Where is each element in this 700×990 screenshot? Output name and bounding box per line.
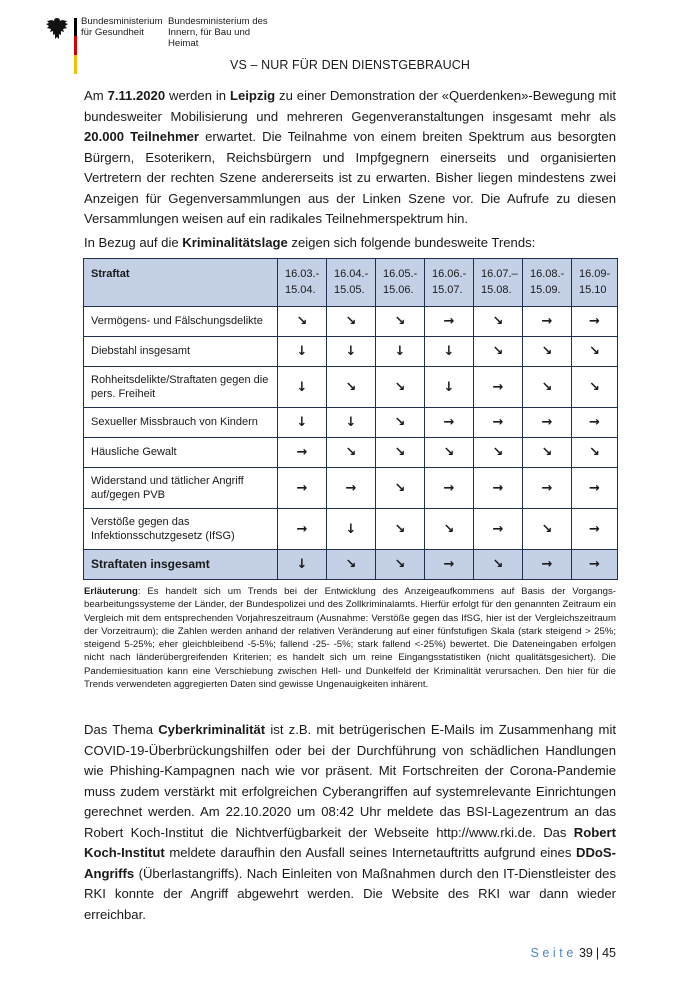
ministry-health: Bundesministerium für Gesundheit xyxy=(81,16,163,38)
period-header: 16.08.- 15.09. xyxy=(523,259,572,307)
trend-arrow-icon: ↘ xyxy=(376,509,425,550)
paragraph-crime-intro: In Bezug auf die Kriminalitätslage zeigen sich folgende bundesweite Trends: xyxy=(84,235,536,250)
ministry-interior: Bundesministerium des Innern, für Bau und Heimat xyxy=(168,16,268,49)
paragraph-leipzig: Am 7.11.2020 werden in Leipzig zu einer Demonstration der «Querdenken»-Bewegung mit bundesweiter Mobilisierung und mehreren Gegenveranstaltungen insgesamt mehr als 20.000 Teilnehmer erwartet. Die Teilnahme von einem breiten Spektrum aus besorgten Bürgern, Esoterikern, Reichsbürgern und Impfgegnern einerseits und organisierten Vertretern der rechten Szene andererseits ist zu erwarten. Bisher liegen mindestens zwei Anzeigen für Gegenversammlungen aus der Linken Szene vor. Die Aufrufe zu diesen Versammlungen weisen auf ein radikales Teilnehmerspektrum hin. xyxy=(84,88,617,226)
trend-arrow-icon: ↘ xyxy=(278,307,327,337)
trend-arrow-icon: ↘ xyxy=(474,307,523,337)
classification-marking: VS – NUR FÜR DEN DIENSTGEBRAUCH xyxy=(230,58,470,72)
row-label: Diebstahl insgesamt xyxy=(84,337,278,367)
trend-arrow-icon: ↓ xyxy=(376,337,425,367)
trend-arrow-icon: → xyxy=(523,307,572,337)
trend-arrow-icon: → xyxy=(572,509,618,550)
trend-arrow-icon: ↘ xyxy=(376,367,425,408)
period-header: 16.09- 15.10 xyxy=(572,259,618,307)
trend-arrow-icon: → xyxy=(474,408,523,438)
trend-arrow-icon: ↓ xyxy=(327,509,376,550)
trend-arrow-icon: → xyxy=(474,468,523,509)
row-label: Häusliche Gewalt xyxy=(84,438,278,468)
trend-arrow-icon: ↘ xyxy=(474,550,523,580)
total-label: Straftaten insgesamt xyxy=(84,550,278,580)
trend-arrow-icon: → xyxy=(425,307,474,337)
trend-arrow-icon: ↘ xyxy=(523,438,572,468)
table-row xyxy=(84,408,618,438)
trend-arrow-icon: ↘ xyxy=(327,367,376,408)
period-header: 16.03.- 15.04. xyxy=(278,259,327,307)
trend-arrow-icon: → xyxy=(327,468,376,509)
trend-arrow-icon: ↓ xyxy=(425,367,474,408)
row-label: Verstöße gegen das Infektionsschutzgesetz (IfSG) xyxy=(84,509,278,550)
trend-arrow-icon: → xyxy=(278,468,327,509)
page-footer xyxy=(530,946,616,960)
trend-arrow-icon: → xyxy=(572,408,618,438)
footer-seite-label: Seite xyxy=(530,946,577,960)
table-total-row xyxy=(84,550,618,580)
trend-arrow-icon: → xyxy=(425,550,474,580)
page-number: 39 xyxy=(578,946,593,960)
header-straftat: Straftat xyxy=(84,259,278,307)
trend-arrow-icon: → xyxy=(572,468,618,509)
trend-arrow-icon: → xyxy=(523,468,572,509)
table-row xyxy=(84,509,618,550)
row-label: Rohheitsdelikte/Straftaten gegen die pers. Freiheit xyxy=(84,367,278,408)
trend-arrow-icon: ↘ xyxy=(376,408,425,438)
trend-arrow-icon: ↘ xyxy=(376,438,425,468)
trend-arrow-icon: ↘ xyxy=(572,438,618,468)
trend-arrow-icon: → xyxy=(425,468,474,509)
trend-arrow-icon: → xyxy=(572,550,618,580)
footer-separator: | xyxy=(595,946,600,960)
table-row xyxy=(84,438,618,468)
table-header-row xyxy=(84,259,618,307)
period-header: 16.06.- 15.07. xyxy=(425,259,474,307)
trend-arrow-icon: ↘ xyxy=(523,509,572,550)
trend-arrow-icon: ↓ xyxy=(327,337,376,367)
row-label: Widerstand und tätlicher Angriff auf/gegen PVB xyxy=(84,468,278,509)
trend-arrow-icon: ↘ xyxy=(327,550,376,580)
trend-arrow-icon: ↘ xyxy=(376,307,425,337)
trend-arrow-icon: ↘ xyxy=(572,337,618,367)
period-header: 16.04.- 15.05. xyxy=(327,259,376,307)
trend-arrow-icon: ↘ xyxy=(327,438,376,468)
trend-arrow-icon: ↘ xyxy=(327,307,376,337)
trend-arrow-icon: ↘ xyxy=(425,509,474,550)
trend-arrow-icon: → xyxy=(523,408,572,438)
trend-arrow-icon: ↓ xyxy=(278,337,327,367)
row-label: Vermögens- und Fälschungsdelikte xyxy=(84,307,278,337)
trend-arrow-icon: ↘ xyxy=(572,367,618,408)
crime-trends-table xyxy=(83,258,618,580)
paragraph-cybercrime: Das Thema Cyberkriminalität ist z.B. mit betrügerischen E-Mails im Zusammenhang mit COVID-19-Überbrückungshilfen oder bei der Durchführung von schädlichen Handlungen wie Phishing-Kampagnen nach wie vor präsent. Mit Fortschreiten der Corona-Pandemie muss zudem verstärkt mit erfolgreichen Cyberangriffen auf systemrelevante Einrichtungen gerechnet werden. Am 22.10.2020 um 08:42 Uhr meldete das BSI-Lagezentrum an das Robert Koch-Institut die Nichtverfügbarkeit der Webseite http://www.rki.de. Das Robert Koch-Institut meldete daraufhin den Ausfall seines Internetauftritts aufgrund eines DDoS-Angriffs (Überlastangriffs). Nach Einleiten von Maßnahmen durch den IT-Dienstleister des RKI konnte der Angriff abgewehrt werden. Die Website des RKI war dann wieder erreichbar. xyxy=(84,722,616,922)
period-header: 16.05.- 15.06. xyxy=(376,259,425,307)
trend-arrow-icon: → xyxy=(572,307,618,337)
federal-eagle-icon xyxy=(44,16,70,42)
page-total: 45 xyxy=(602,946,616,960)
trend-arrow-icon: → xyxy=(474,509,523,550)
trend-arrow-icon: ↓ xyxy=(278,367,327,408)
table-row xyxy=(84,337,618,367)
trend-arrow-icon: → xyxy=(278,438,327,468)
trend-arrow-icon: ↓ xyxy=(278,408,327,438)
explanation-note: Erläuterung: Es handelt sich um Trends bei der Entwicklung des Anzeigeaufkommens auf Basis der Vorgangs-bearbeitungssysteme der Länder, der Bundespolizei und des Zollkriminalamts. Hierfür erfolgt für den genannten Zeitraum ein Vergleich mit dem entsprechenden Vorjahreszeitraum (Ausnahme: Verstöße gegen das IfSG, hier ist der Vergleichszeitraum der Vorzeitraum); die Zahlen werden anhand der relativen Veränderung auf einer fünfstufigen Skala (stark steigend > 25%; steigend 5-25%; eher gleichbleibend -5-5%; fallend -25- -5%; stark fallend <-25%) bewertet. Die Dateneingaben erfolgen nicht nach länderübergreifenden Kriterien; es handelt sich um reine Eingangsstatistiken (nicht qualitätsgesichert). Die Pandemiesituation kann eine Verschiebung zwischen Hell- und Dunkelfeld der Kriminalität verursachen. Den hier für die Trends verwendeten aggregierten Daten sind gewisse Ungenauigkeiten inhärent. xyxy=(84,586,616,691)
trend-arrow-icon: ↓ xyxy=(327,408,376,438)
period-header: 16.07.– 15.08. xyxy=(474,259,523,307)
trend-arrow-icon: → xyxy=(474,367,523,408)
table-row xyxy=(84,367,618,408)
trend-arrow-icon: → xyxy=(278,509,327,550)
trend-arrow-icon: ↘ xyxy=(376,550,425,580)
table-row xyxy=(84,468,618,509)
row-label: Sexueller Missbrauch von Kindern xyxy=(84,408,278,438)
trend-arrow-icon: ↘ xyxy=(523,337,572,367)
trend-arrow-icon: ↓ xyxy=(278,550,327,580)
trend-arrow-icon: ↘ xyxy=(376,468,425,509)
trend-arrow-icon: ↓ xyxy=(425,337,474,367)
trend-arrow-icon: ↘ xyxy=(425,438,474,468)
trend-arrow-icon: → xyxy=(425,408,474,438)
trend-arrow-icon: ↘ xyxy=(474,438,523,468)
trend-arrow-icon: ↘ xyxy=(474,337,523,367)
table-row xyxy=(84,307,618,337)
trend-arrow-icon: → xyxy=(523,550,572,580)
trend-arrow-icon: ↘ xyxy=(523,367,572,408)
